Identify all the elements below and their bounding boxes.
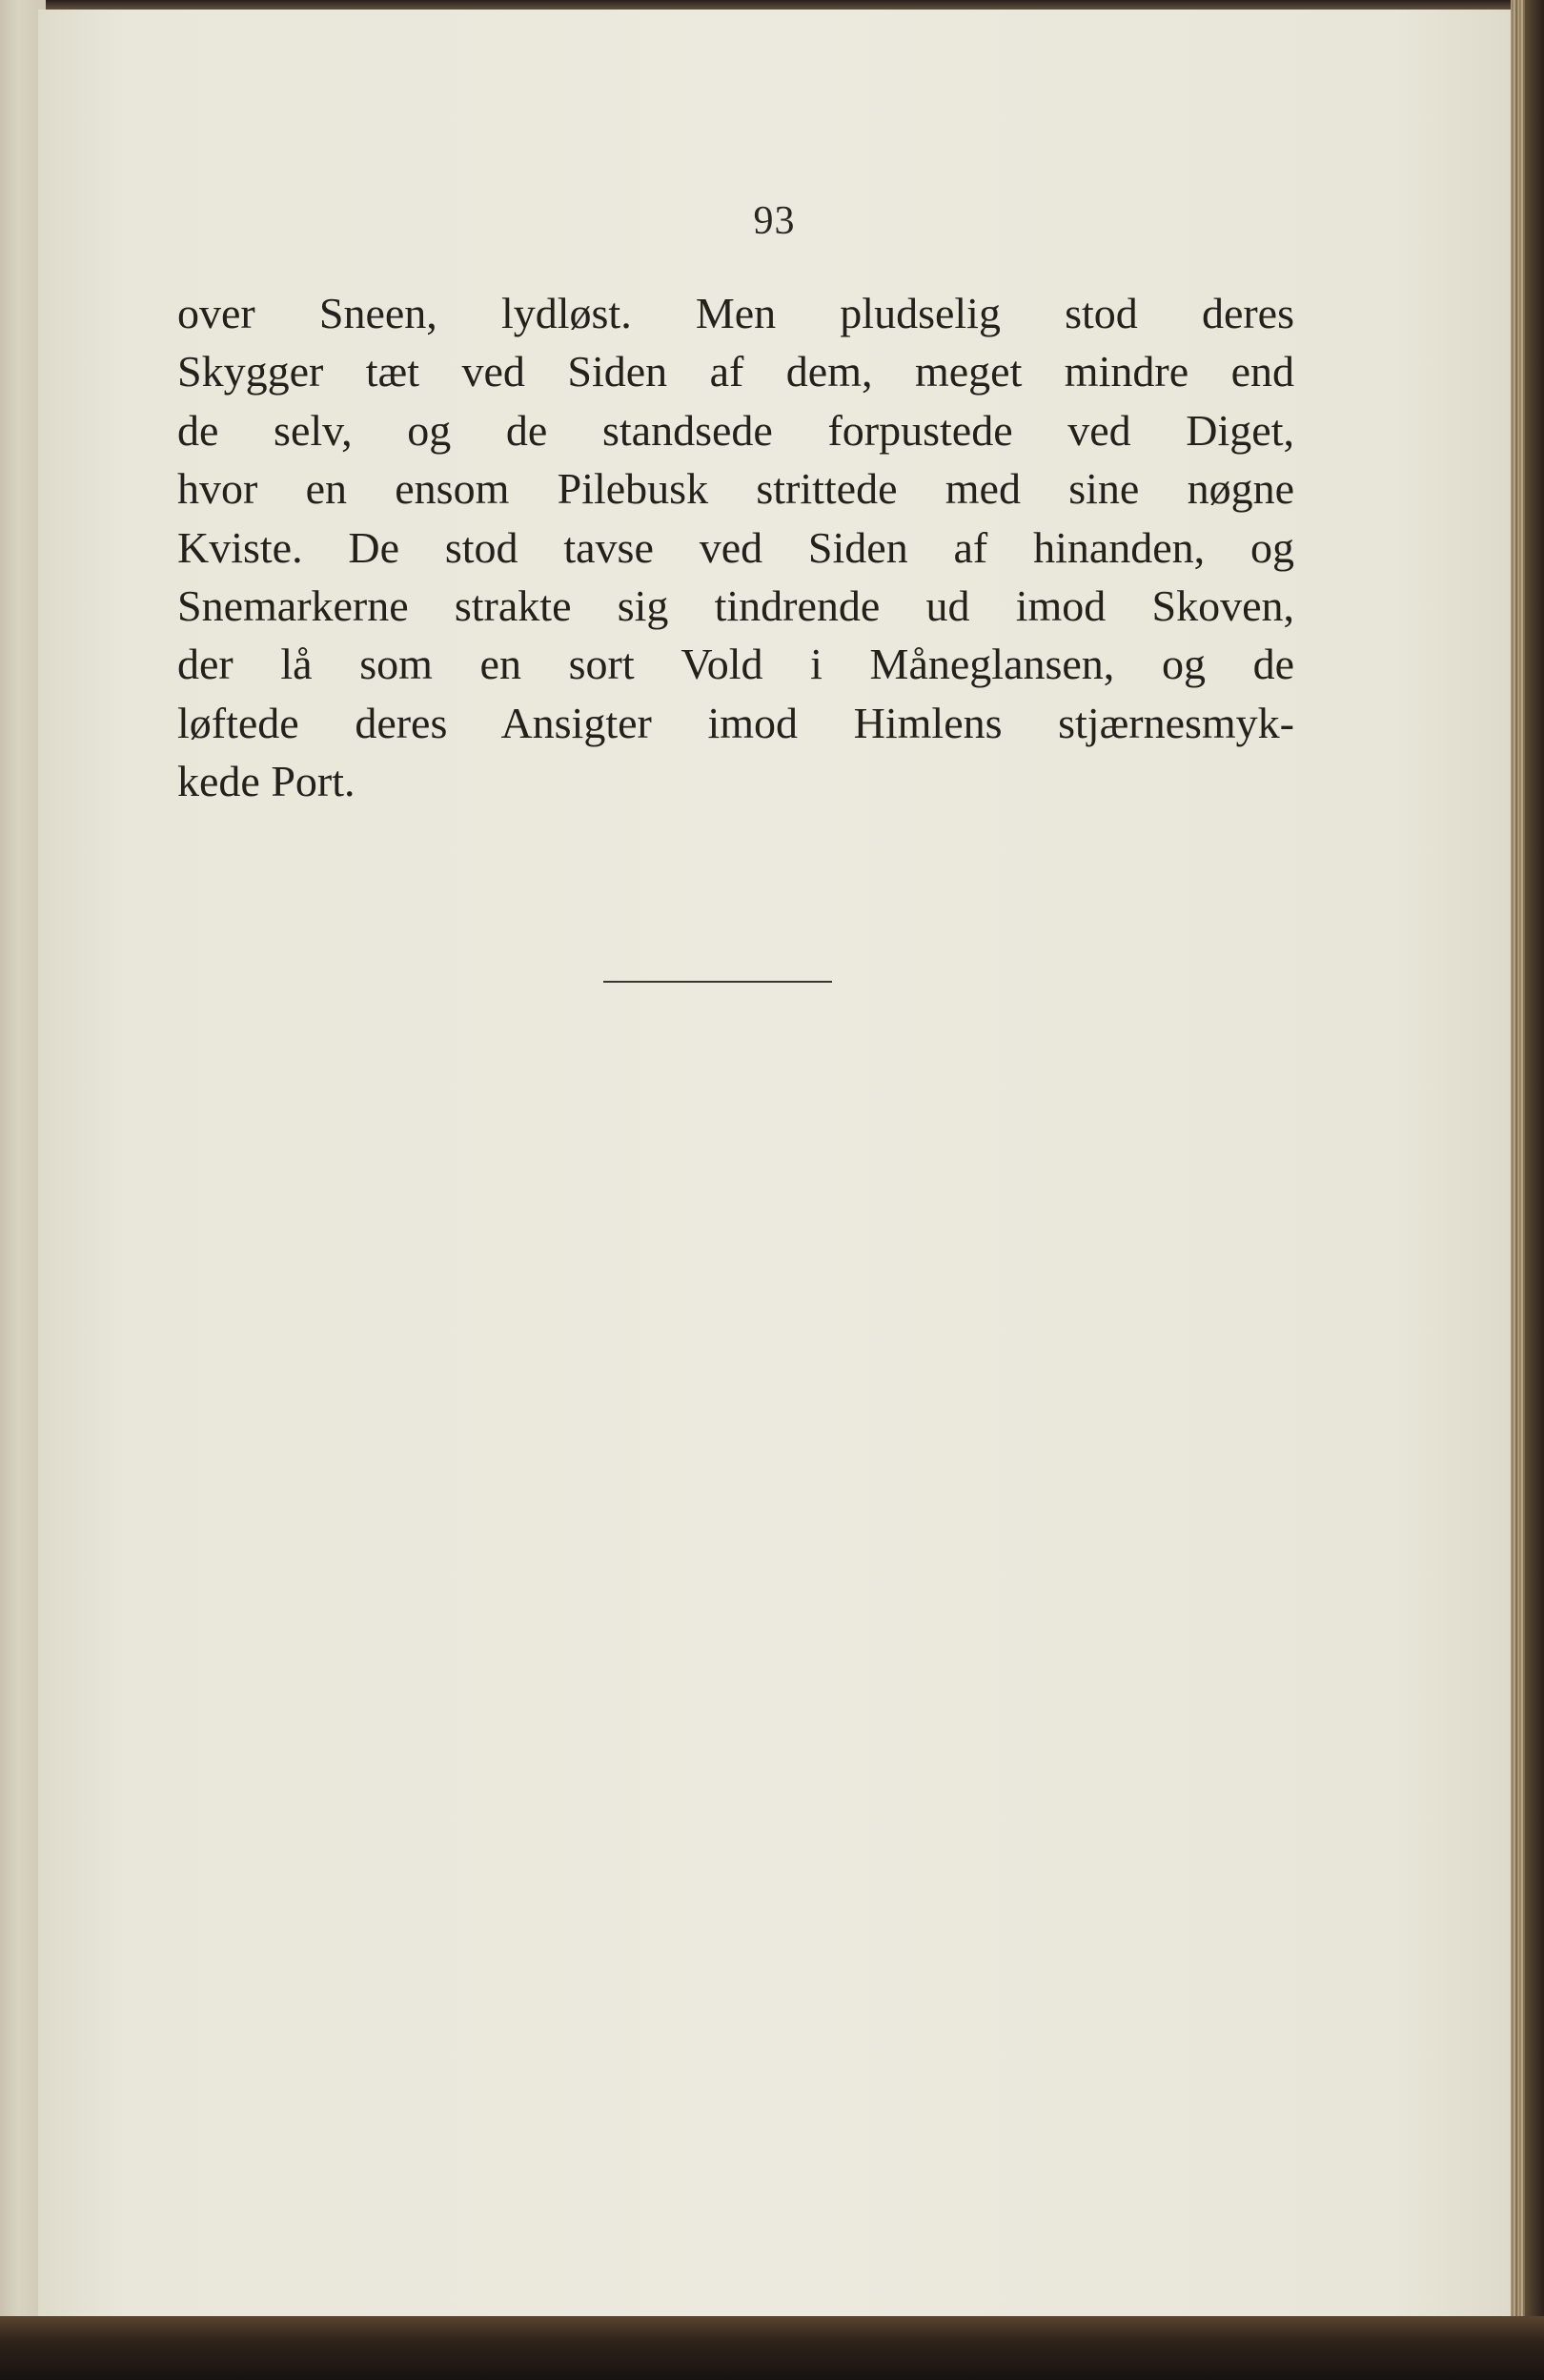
text-line: Snemarkerne strakte sig tindrende ud imod Skoven,	[177, 580, 1294, 630]
text-line: Kviste. De stod tavse ved Siden af hinanden, og	[177, 522, 1294, 572]
page-number: 93	[753, 199, 796, 243]
text-line: over Sneen, lydløst. Men pludselig stod deres	[177, 289, 1294, 337]
text-line: løftede deres Ansigter imod Himlens stjærnesmyk-	[177, 698, 1294, 747]
text-line: de selv, og de standsede forpustede ved Diget,	[177, 405, 1294, 455]
text-line: der lå som en sort Vold i Måneglansen, og de	[177, 640, 1294, 689]
body-paragraph	[177, 284, 1294, 811]
text-line: kede Port.	[177, 757, 356, 806]
text-line: Skygger tæt ved Siden af dem, meget mindre end	[177, 347, 1294, 397]
text-line: hvor en ensom Pilebusk strittede med sine nøgne	[177, 464, 1294, 514]
section-divider-rule	[603, 981, 832, 983]
page-sheet	[38, 10, 1511, 2321]
cover-edge	[1525, 0, 1544, 2380]
bottom-cover-edge	[0, 2316, 1544, 2380]
